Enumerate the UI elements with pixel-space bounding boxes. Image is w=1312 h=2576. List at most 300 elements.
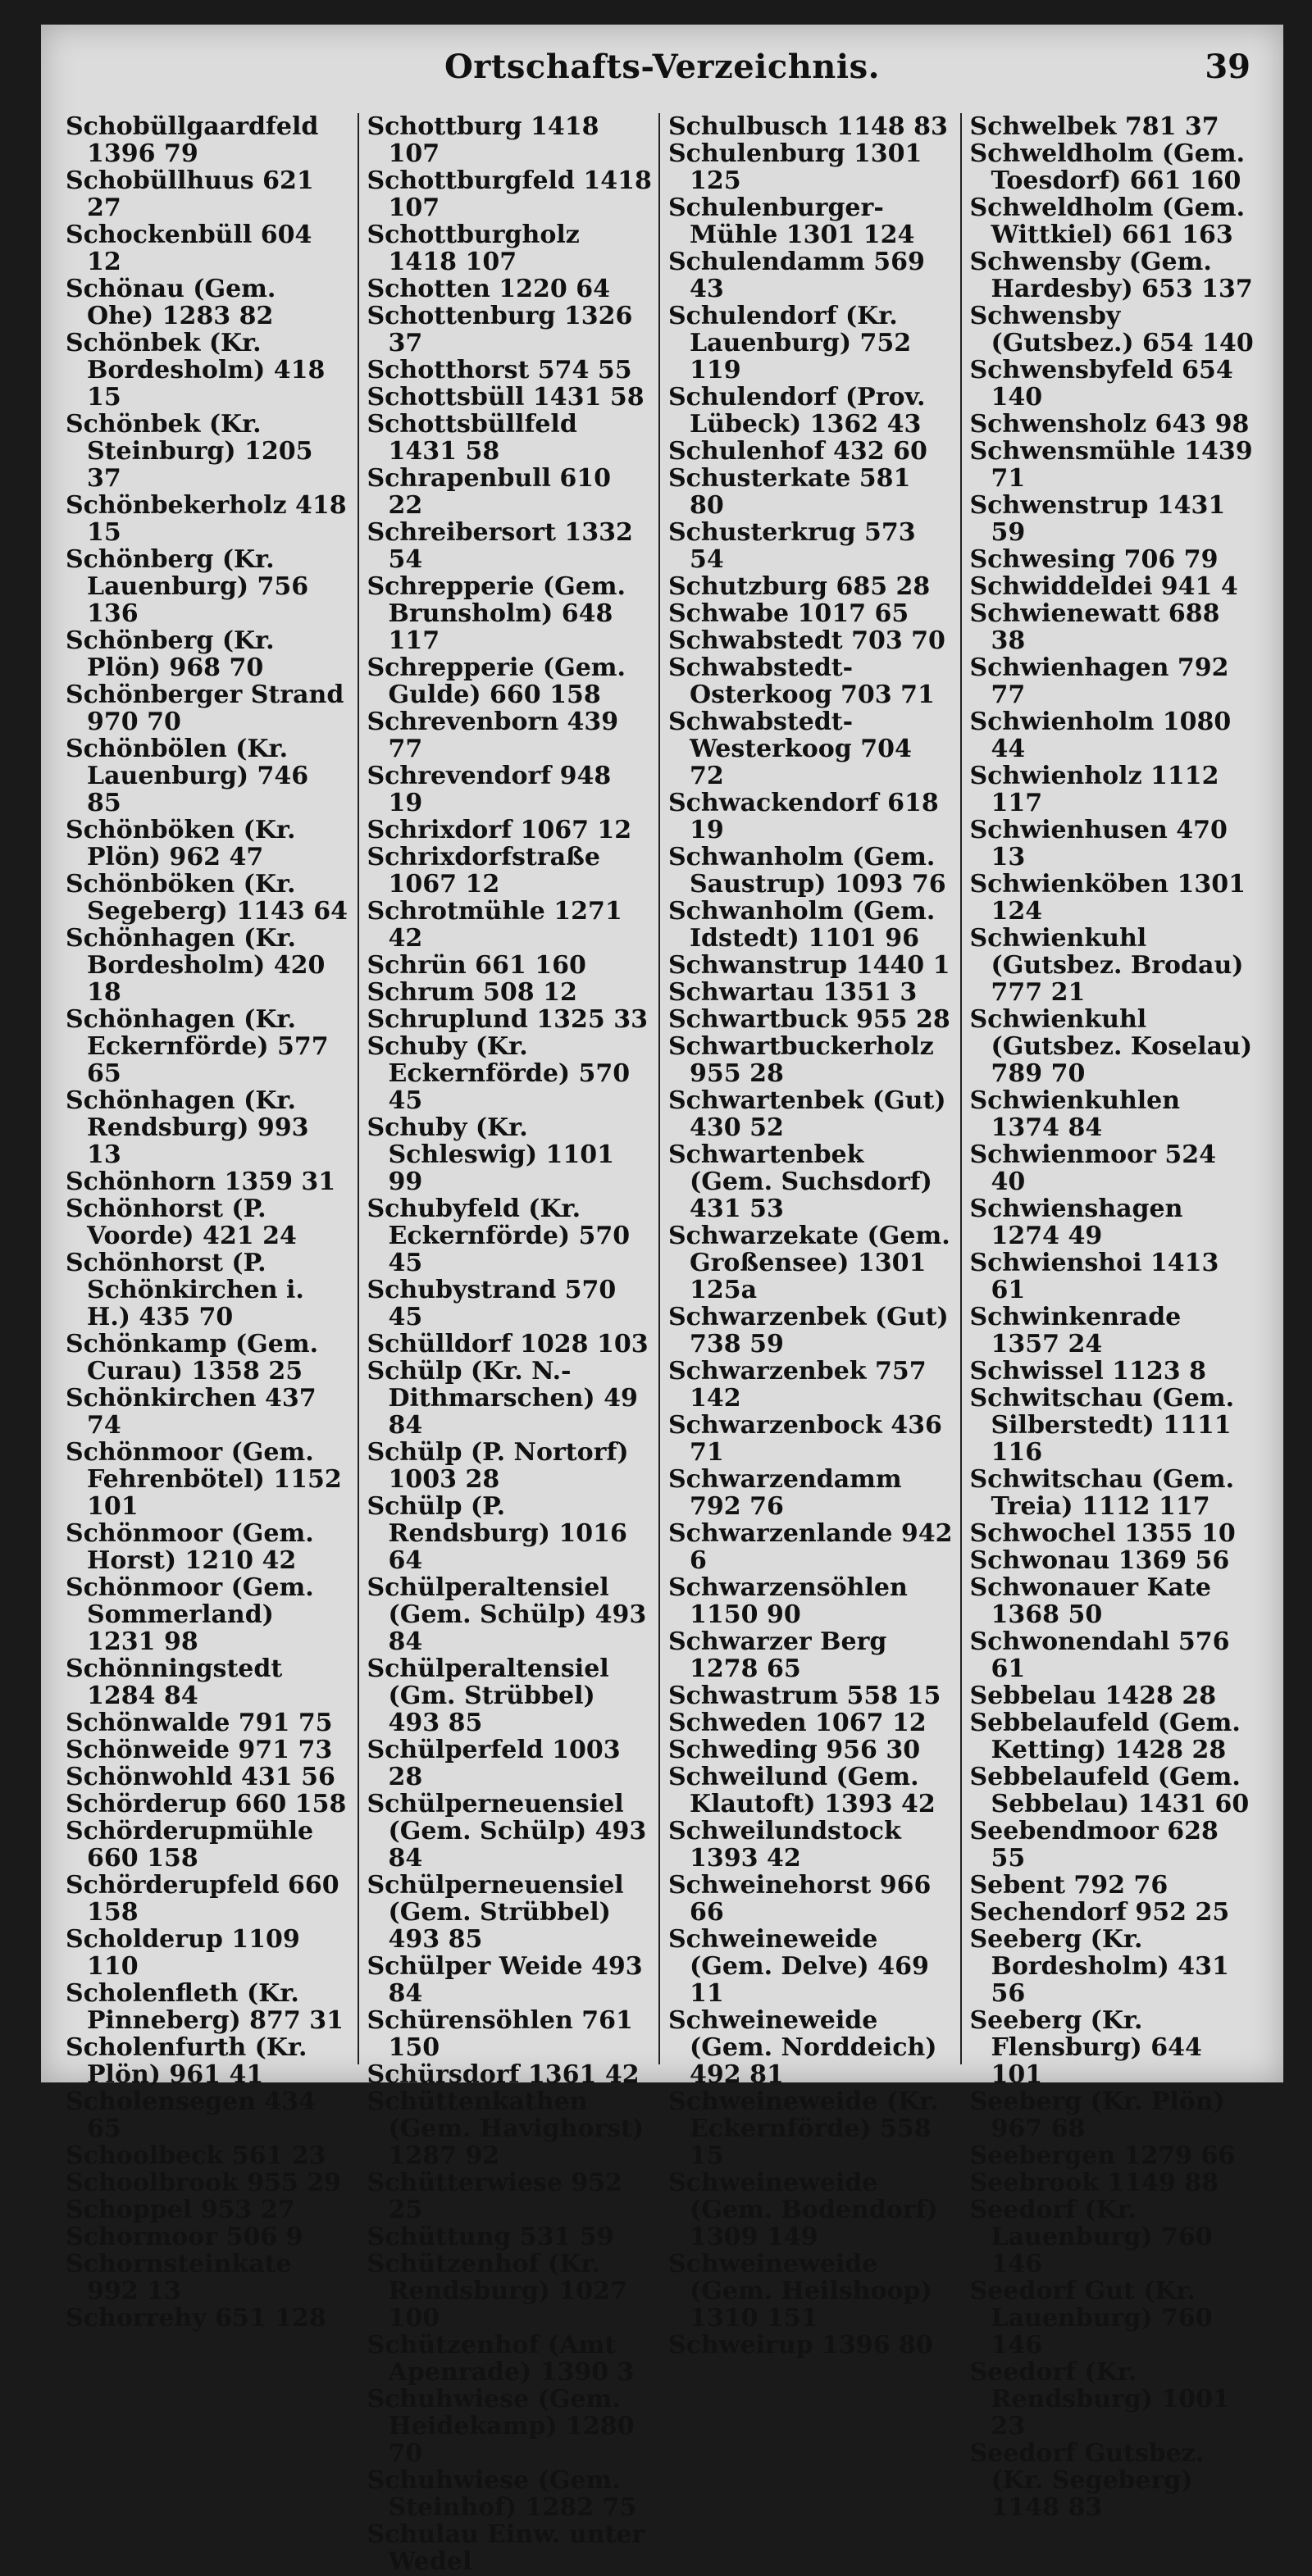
entry-place-name: Schönwohld 431 — [66, 1763, 293, 1791]
entry-page-ref: 28 — [1191, 1736, 1227, 1764]
entry-place-name: Schülp (P. Rendsburg) 1016 — [367, 1492, 627, 1548]
entry-page-ref: 18 — [87, 978, 121, 1007]
entry-page-ref: 66 — [690, 1898, 724, 1927]
entry-place-name: Schwienshoi 1413 — [969, 1249, 1219, 1277]
entry-place-name: Seeberg (Kr. Plön) 967 — [969, 2087, 1225, 2143]
entry-page-ref: 71 — [690, 1438, 724, 1467]
index-entry — [367, 2007, 653, 2061]
entry-place-name: Schwastrum 558 — [668, 1682, 899, 1710]
entry-page-ref: 68 — [1050, 2114, 1086, 2143]
entry-page-ref: 66 — [1200, 2141, 1236, 2170]
index-entry — [66, 275, 351, 330]
index-entry — [970, 2088, 1257, 2142]
entry-place-name: Schütterwiese 952 — [367, 2169, 623, 2197]
entry-page-ref: 125 — [690, 166, 741, 195]
index-entry — [668, 519, 954, 573]
entry-page-ref: 125a — [690, 1276, 758, 1304]
entry-place-name: Schweilundstock 1393 — [668, 1817, 901, 1873]
entry-place-name: Schönbölen (Kr. Lauenburg) 746 — [66, 735, 309, 790]
entry-page-ref: 45 — [388, 1303, 423, 1331]
entry-page-ref: 45 — [388, 1249, 423, 1277]
index-entry — [367, 2223, 653, 2251]
entry-page-ref: 137 — [1201, 275, 1253, 303]
index-entry — [66, 1872, 351, 1926]
entry-place-name: Scholenfurth (Kr. Plön) 961 — [66, 2033, 308, 2089]
entry-place-name: Schwabstedt-Osterkoog 703 — [668, 653, 892, 709]
entry-page-ref: 23 — [991, 2412, 1026, 2441]
index-entry — [367, 2521, 653, 2575]
entry-page-ref: 70 — [1050, 1059, 1086, 1088]
index-entry — [367, 303, 653, 357]
entry-page-ref: 70 — [198, 1303, 234, 1331]
entry-page-ref: 49 — [1068, 1222, 1103, 1250]
entry-place-name: Schüttenkathen (Gem. Havighorst) 1287 — [367, 2087, 645, 2170]
index-entry — [668, 790, 954, 844]
entry-place-name: Schweden 1067 — [668, 1709, 884, 1737]
entry-page-ref: 10 — [1201, 1519, 1236, 1548]
entry-page-ref: 65 — [874, 599, 909, 628]
index-entry — [367, 1006, 653, 1033]
entry-place-name: Sebent 792 — [969, 1871, 1126, 1900]
entry-page-ref: 41 — [229, 2060, 264, 2089]
entry-page-ref: 22 — [388, 491, 423, 520]
index-entry — [668, 1682, 954, 1709]
index-entry — [367, 384, 653, 411]
index-entry — [970, 2007, 1257, 2088]
index-entry — [668, 1304, 954, 1358]
entry-page-ref: 90 — [766, 1600, 801, 1629]
index-entry — [367, 654, 653, 708]
entry-page-ref: 146 — [991, 2331, 1043, 2360]
entry-page-ref: 124 — [991, 897, 1043, 926]
entry-page-ref: 25 — [268, 1357, 303, 1386]
entry-page-ref: 99 — [388, 1167, 423, 1196]
entry-page-ref: 6 — [690, 1546, 707, 1575]
entry-page-ref: 82 — [239, 302, 274, 330]
index-entry — [668, 898, 954, 952]
entry-page-ref: 58 — [609, 383, 645, 412]
index-entry — [668, 303, 954, 384]
index-entry — [66, 113, 351, 167]
entry-page-ref: 64 — [313, 897, 348, 926]
index-entry — [668, 194, 954, 248]
entry-place-name: Schörderupmühle 660 — [66, 1817, 314, 1873]
index-entry — [66, 1385, 351, 1439]
entry-page-ref: 146 — [991, 2250, 1043, 2278]
index-entry — [668, 1006, 954, 1033]
entry-page-ref: 12 — [465, 870, 500, 899]
index-entry — [367, 952, 653, 979]
index-entry — [66, 871, 351, 925]
entry-page-ref: 151 — [766, 2304, 818, 2333]
entry-place-name: Schweldholm (Gem. Toesdorf) 661 — [969, 139, 1246, 195]
entry-place-name: Schützenhof (Amt Apenrade) 1390 — [367, 2331, 617, 2387]
entry-place-name: Schorrehy 651 — [66, 2304, 266, 2333]
index-entry — [66, 1195, 351, 1249]
entry-place-name: Schwabstedt 703 — [668, 626, 903, 655]
entry-place-name: Schwensmühle 1439 — [969, 437, 1253, 466]
entry-place-name: Schweineweide (Kr. Eckernförde) 558 — [668, 2087, 939, 2143]
entry-page-ref: 38 — [991, 626, 1026, 655]
entry-place-name: Schönkamp (Gem. Curau) 1358 — [66, 1330, 319, 1386]
entry-place-name: Schwartau 1351 — [668, 978, 891, 1007]
index-entry — [367, 573, 653, 654]
entry-page-ref: 117 — [991, 789, 1043, 817]
index-entry — [66, 1980, 351, 2034]
index-entry — [668, 1520, 954, 1574]
entry-page-ref: 30 — [886, 1736, 921, 1764]
entry-page-ref: 83 — [913, 112, 948, 141]
entry-page-ref: 107 — [465, 248, 517, 276]
entry-place-name: Schottenburg 1326 — [367, 302, 633, 330]
entry-page-ref: 29 — [307, 2169, 342, 2197]
index-entry — [66, 2034, 351, 2088]
index-columns — [57, 112, 1263, 2576]
index-entry — [367, 2467, 653, 2521]
index-entry — [970, 1628, 1257, 1682]
index-entry — [367, 844, 653, 898]
index-entry — [970, 871, 1257, 925]
index-entry — [66, 1439, 351, 1520]
entry-place-name: Schönhorst (P. Voorde) 421 — [66, 1195, 266, 1250]
entry-place-name: Schwarzenbek 757 — [668, 1357, 927, 1386]
entry-page-ref: 28 — [749, 1059, 784, 1088]
entry-page-ref: 98 — [1214, 410, 1250, 439]
entry-page-ref: 76 — [1133, 1871, 1168, 1900]
index-entry — [66, 1520, 351, 1574]
entry-place-name: Schwarzenbek (Gut) 738 — [668, 1303, 949, 1359]
index-entry — [668, 2088, 954, 2169]
index-entry — [668, 1466, 954, 1520]
index-entry — [367, 113, 653, 167]
index-entry — [970, 2196, 1257, 2278]
entry-place-name: Schülperneuensiel (Gem. Schülp) 493 — [367, 1790, 647, 1846]
entry-page-ref: 85 — [87, 789, 121, 817]
index-entry — [970, 1249, 1257, 1304]
index-entry — [970, 1195, 1257, 1249]
entry-place-name: Schörderupfeld 660 — [66, 1871, 339, 1900]
entry-place-name: Schwesing 706 — [969, 545, 1176, 574]
entry-place-name: Schwonau 1369 — [969, 1546, 1187, 1575]
entry-place-name: Seeberg (Kr. Bordesholm) 431 — [969, 1925, 1229, 1981]
entry-place-name: Schuhwiese (Gem. Steinhof) 1282 — [367, 2466, 621, 2522]
index-column-1 — [57, 112, 359, 2333]
entry-page-ref: 12 — [543, 978, 577, 1007]
index-entry — [668, 438, 954, 465]
entry-page-ref: 136 — [87, 599, 139, 628]
entry-place-name: Schwitschau (Gem. Treia) 1112 — [969, 1465, 1235, 1521]
entry-page-ref: 53 — [749, 1195, 784, 1223]
entry-place-name: Schutzburg 685 — [668, 572, 888, 601]
entry-place-name: Schönböken (Kr. Plön) 962 — [66, 816, 296, 872]
entry-page-ref: 56 — [991, 1979, 1026, 2008]
entry-place-name: Schwonauer Kate 1368 — [969, 1573, 1211, 1629]
entry-place-name: Sebbelau 1428 — [969, 1682, 1173, 1710]
index-entry — [668, 654, 954, 708]
entry-page-ref: 54 — [690, 545, 724, 574]
index-entry — [970, 1682, 1257, 1709]
page-header — [41, 48, 1283, 97]
index-entry — [970, 194, 1257, 248]
entry-page-ref: 42 — [766, 1844, 801, 1873]
entry-place-name: Schönningstedt 1284 — [66, 1654, 283, 1710]
entry-page-ref: 150 — [388, 2033, 440, 2062]
index-entry — [66, 925, 351, 1006]
entry-page-ref: 15 — [690, 2141, 724, 2170]
entry-page-ref: 54 — [388, 545, 423, 574]
entry-page-ref: 52 — [749, 1113, 784, 1142]
entry-page-ref: 140 — [1202, 329, 1254, 357]
entry-place-name: Schulenburger-Mühle 1301 — [668, 193, 884, 249]
entry-page-ref: 84 — [1068, 1113, 1103, 1142]
entry-page-ref: 80 — [690, 491, 724, 520]
entry-page-ref: 81 — [749, 2060, 784, 2089]
index-entry — [66, 1249, 351, 1331]
entry-page-ref: 27 — [260, 2196, 295, 2224]
index-entry — [970, 1006, 1257, 1087]
entry-place-name: Schwienshagen 1274 — [969, 1195, 1183, 1250]
index-entry — [668, 600, 954, 627]
index-entry — [66, 1926, 351, 1980]
entry-place-name: Scholensegen 434 — [66, 2087, 316, 2116]
index-entry — [66, 221, 351, 275]
entry-place-name: Schönmoor (Gem. Horst) 1210 — [66, 1519, 314, 1575]
index-entry — [970, 303, 1257, 357]
entry-page-ref: 158 — [87, 1898, 139, 1927]
entry-place-name: Schwienholm 1080 — [969, 708, 1232, 736]
entry-place-name: Schwelbek 781 — [969, 112, 1177, 141]
entry-page-ref: 37 — [1184, 112, 1219, 141]
entry-page-ref: 100 — [388, 2304, 440, 2333]
index-entry — [970, 1764, 1257, 1818]
index-entry — [970, 817, 1257, 871]
entry-place-name: Schwonendahl 576 — [969, 1627, 1230, 1656]
entry-page-ref: 96 — [885, 924, 920, 953]
entry-place-name: Schwensholz 643 — [969, 410, 1207, 439]
index-entry — [668, 1872, 954, 1926]
entry-page-ref: 56 — [301, 1763, 335, 1791]
index-entry — [970, 1899, 1257, 1926]
entry-place-name: Schwensbyfeld 654 — [969, 356, 1233, 385]
entry-page-ref: 119 — [690, 356, 741, 385]
entry-place-name: Seedorf Gut (Kr. Lauenburg) 760 — [969, 2277, 1213, 2333]
index-entry — [66, 1791, 351, 1818]
entry-page-ref: 65 — [87, 2114, 121, 2143]
entry-place-name: Schubystrand 570 — [367, 1276, 617, 1304]
index-entry — [66, 1087, 351, 1168]
entry-page-ref: 13 — [991, 843, 1026, 872]
entry-place-name: Schönbekerholz 418 — [66, 491, 347, 520]
entry-place-name: Schwensby (Gem. Hardesby) 653 — [969, 248, 1212, 303]
entry-page-ref: 28 — [916, 1005, 950, 1034]
entry-place-name: Schwarzenbock 436 — [668, 1411, 942, 1440]
entry-place-name: Schweineweide (Gem. Heilshoop) 1310 — [668, 2250, 932, 2333]
entry-page-ref: 15 — [87, 518, 121, 547]
index-entry — [668, 1926, 954, 2007]
entry-place-name: Schreibersort 1332 — [367, 518, 633, 547]
entry-place-name: Seebendmoor 628 — [969, 1817, 1219, 1846]
entry-page-ref: 116 — [991, 1438, 1043, 1467]
index-entry — [970, 654, 1257, 708]
index-entry — [668, 1764, 954, 1818]
index-entry — [66, 2223, 351, 2251]
entry-page-ref: 42 — [900, 1790, 936, 1818]
entry-place-name: Schuhwiese (Gem. Heidekamp) 1280 — [367, 2385, 635, 2441]
entry-page-ref: 71 — [991, 464, 1026, 493]
entry-place-name: Schönhagen (Kr. Eckernförde) 577 — [66, 1005, 329, 1061]
entry-place-name: Schulau Einw. unter Wedel — [367, 2520, 645, 2576]
entry-place-name: Schweirup 1396 — [668, 2331, 891, 2360]
entry-place-name: Seedorf (Kr. Lauenburg) 760 — [969, 2196, 1213, 2251]
entry-place-name: Schwienkuhl (Gutsbez. Brodau) 777 — [969, 924, 1244, 1007]
index-entry — [367, 1493, 653, 1574]
entry-page-ref: 65 — [87, 1059, 121, 1088]
entry-place-name: Schülperaltensiel (Gm. Strübbel) 493 — [367, 1654, 609, 1737]
index-entry — [66, 735, 351, 817]
entry-page-ref: 72 — [690, 762, 724, 790]
entry-place-name: Schrixdorfstraße 1067 — [367, 843, 600, 899]
entry-place-name: Schweineweide (Gem. Bodendorf) 1309 — [668, 2169, 938, 2251]
entry-place-name: Schülp (Kr. N.-Dithmarschen) 49 — [367, 1357, 638, 1413]
entry-place-name: Schwissel 1123 — [969, 1357, 1181, 1386]
entry-place-name: Schönbek (Kr. Steinburg) 1205 — [66, 410, 313, 466]
index-entry — [367, 1358, 653, 1439]
index-entry — [668, 708, 954, 790]
entry-place-name: Schülldorf 1028 — [367, 1330, 589, 1359]
index-entry — [668, 1818, 954, 1872]
entry-page-ref: 50 — [1068, 1600, 1103, 1629]
entry-place-name: Schottburg 1418 — [367, 112, 599, 141]
index-entry — [970, 248, 1257, 303]
index-entry — [66, 817, 351, 871]
index-entry — [970, 1574, 1257, 1628]
index-entry — [367, 1439, 653, 1493]
index-entry — [66, 1574, 351, 1655]
index-entry — [367, 357, 653, 384]
entry-place-name: Schulenburg 1301 — [668, 139, 922, 168]
entry-place-name: Schobüllhuus 621 — [66, 166, 314, 195]
entry-page-ref: 60 — [893, 437, 927, 466]
index-entry — [970, 2440, 1257, 2521]
entry-place-name: Schwarzenlande 942 — [668, 1519, 953, 1548]
entry-place-name: Schürsdorf 1361 — [367, 2060, 597, 2089]
entry-place-name: Schwinkenrade 1357 — [969, 1303, 1182, 1359]
entry-page-ref: 76 — [911, 870, 946, 899]
entry-page-ref: 8 — [1189, 1357, 1206, 1386]
entry-page-ref: 79 — [1183, 545, 1219, 574]
entry-place-name: Schusterkrug 573 — [668, 518, 916, 547]
entry-place-name: Schülp (P. Nortorf) 1003 — [367, 1438, 629, 1494]
entry-page-ref: 124 — [863, 221, 915, 249]
index-entry — [367, 1195, 653, 1277]
entry-page-ref: 110 — [87, 1952, 139, 1981]
entry-page-ref: 101 — [87, 1492, 139, 1521]
entry-place-name: Schwarzer Berg 1278 — [668, 1627, 887, 1683]
entry-page-ref: 84 — [388, 1979, 423, 2008]
entry-page-ref: 55 — [991, 1844, 1026, 1873]
entry-place-name: Schülper Weide 493 — [367, 1952, 643, 1981]
index-entry — [66, 2196, 351, 2223]
entry-page-ref: 142 — [690, 1384, 741, 1413]
entry-page-ref: 70 — [229, 653, 264, 682]
entry-place-name: Schönau (Gem. Ohe) 1283 — [66, 275, 276, 330]
entry-place-name: Schottburgholz 1418 — [367, 221, 580, 276]
entry-page-ref: 61 — [991, 1654, 1026, 1683]
index-entry — [970, 573, 1257, 600]
entry-page-ref: 85 — [448, 1709, 483, 1737]
index-entry — [66, 2251, 351, 2305]
entry-page-ref: 19 — [388, 789, 423, 817]
entry-place-name: Schockenbüll 604 — [66, 221, 312, 249]
entry-page-ref: 83 — [1068, 2493, 1103, 2522]
entry-page-ref: 158 — [147, 1844, 198, 1873]
index-entry — [668, 465, 954, 519]
entry-place-name: Schornsteinkate 992 — [66, 2250, 292, 2305]
entry-page-ref: 31 — [301, 1167, 336, 1196]
entry-place-name: Schubyfeld (Kr. Eckernförde) 570 — [367, 1195, 631, 1250]
entry-place-name: Schwenstrup 1431 — [969, 491, 1226, 520]
entry-page-ref: 15 — [906, 1682, 941, 1710]
entry-page-ref: 11 — [690, 1979, 724, 2008]
entry-page-ref: 33 — [613, 1005, 648, 1034]
entry-place-name: Schulendorf (Prov. Lübeck) 1362 — [668, 383, 926, 439]
entry-page-ref: 98 — [163, 1627, 198, 1656]
entry-place-name: Schülperfeld 1003 — [367, 1736, 621, 1764]
index-column-3 — [660, 112, 962, 2360]
entry-place-name: Schwochel 1355 — [969, 1519, 1193, 1548]
entry-page-ref: 28 — [895, 572, 931, 601]
index-entry — [367, 2061, 653, 2088]
entry-place-name: Schwarzendamm 792 — [668, 1465, 902, 1521]
entry-page-ref: 158 — [549, 680, 601, 709]
index-entry — [367, 2251, 653, 2332]
entry-page-ref: 44 — [991, 735, 1026, 763]
entry-page-ref: 70 — [147, 708, 181, 736]
entry-place-name: Schwabe 1017 — [668, 599, 867, 628]
index-entry — [367, 1655, 653, 1736]
entry-place-name: Schotten 1220 — [367, 275, 567, 303]
entry-place-name: Schwienhusen 470 — [969, 816, 1228, 844]
entry-page-ref: 59 — [579, 2223, 614, 2251]
entry-page-ref: 42 — [388, 924, 423, 953]
entry-page-ref: 80 — [899, 2331, 933, 2360]
entry-place-name: Schwarzensöhlen 1150 — [668, 1573, 908, 1629]
entry-page-ref: 64 — [576, 275, 611, 303]
entry-place-name: Sebbelaufeld (Gem. Ketting) 1428 — [969, 1709, 1241, 1764]
index-entry — [668, 113, 954, 140]
entry-place-name: Schönhorn 1359 — [66, 1167, 293, 1196]
entry-page-ref: 101 — [991, 2060, 1043, 2089]
entry-page-ref: 140 — [991, 383, 1043, 412]
entry-place-name: Schürensöhlen 761 — [367, 2006, 633, 2035]
entry-place-name: Schwanholm (Gem. Saustrup) 1093 — [668, 843, 936, 899]
entry-page-ref: 70 — [911, 626, 945, 655]
index-entry — [970, 600, 1257, 654]
entry-place-name: Schwienewatt 688 — [969, 599, 1220, 628]
entry-page-ref: 77 — [991, 680, 1026, 709]
index-entry — [367, 817, 653, 844]
entry-page-ref: 73 — [298, 1736, 333, 1764]
index-entry — [970, 1818, 1257, 1872]
entry-page-ref: 24 — [262, 1222, 297, 1250]
entry-place-name: Schruplund 1325 — [367, 1005, 605, 1034]
index-entry — [970, 925, 1257, 1006]
entry-place-name: Schönbek (Kr. Bordesholm) 418 — [66, 329, 326, 385]
index-entry — [66, 2169, 351, 2196]
entry-page-ref: 65 — [766, 1654, 801, 1683]
index-entry — [970, 1709, 1257, 1764]
entry-page-ref: 13 — [87, 1140, 121, 1169]
